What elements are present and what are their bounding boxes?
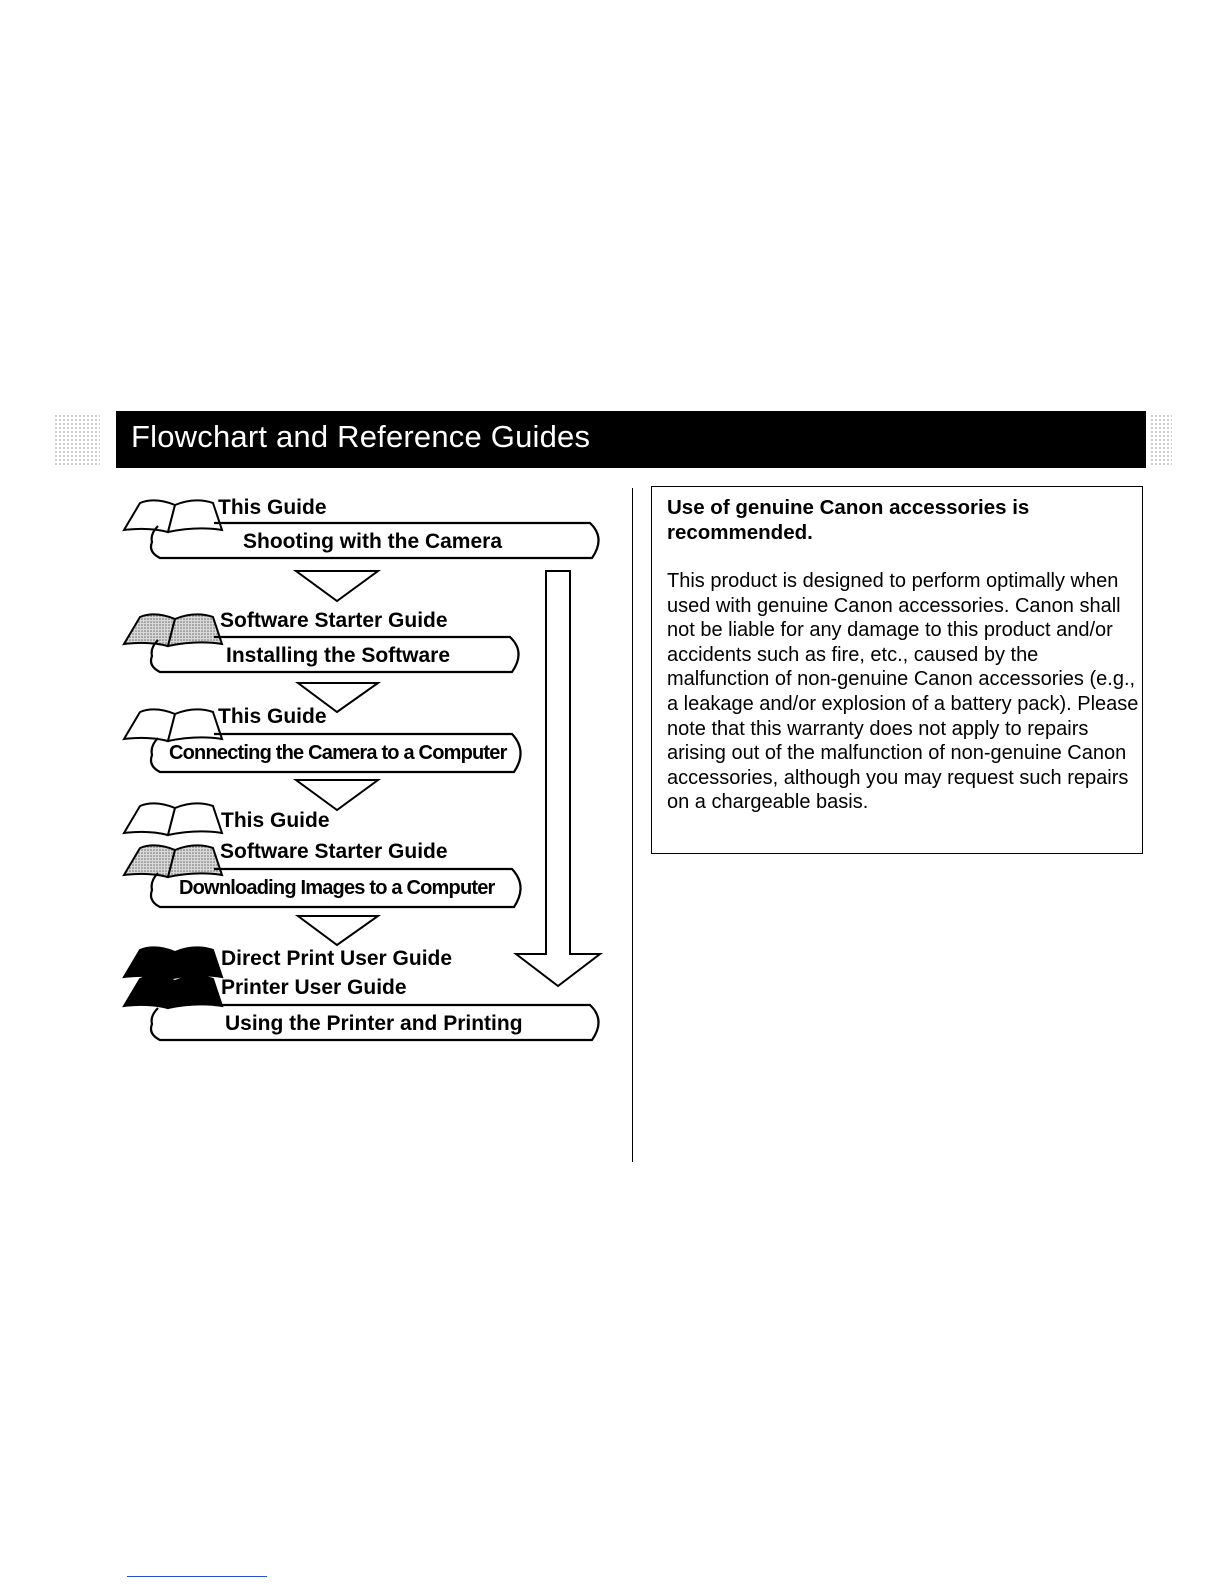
step-label: Shooting with the Camera xyxy=(243,530,503,553)
book-outline-icon xyxy=(124,500,222,532)
page-title: Flowchart and Reference Guides xyxy=(131,419,591,454)
book-gray-icon xyxy=(124,845,222,877)
guide-label: Printer User Guide xyxy=(221,976,407,999)
column-divider xyxy=(632,488,633,1162)
guide-label: This Guide xyxy=(218,705,327,728)
long-down-arrow-icon xyxy=(516,571,600,986)
down-arrow-icon xyxy=(298,916,378,945)
book-outline-icon xyxy=(124,803,222,835)
book-black-icon xyxy=(124,947,222,1008)
footer-underline xyxy=(127,1576,267,1577)
step-label: Using the Printer and Printing xyxy=(225,1012,523,1035)
down-arrow-icon xyxy=(296,571,378,601)
guide-label: Software Starter Guide xyxy=(220,609,448,632)
down-arrow-icon xyxy=(296,780,378,810)
guide-label: Direct Print User Guide xyxy=(221,947,453,970)
scan-artifact xyxy=(1150,414,1172,466)
guide-label: This Guide xyxy=(218,496,327,519)
guide-label: Software Starter Guide xyxy=(220,840,448,863)
notice-box xyxy=(651,486,1143,854)
step-label: Downloading Images to a Computer xyxy=(179,877,495,899)
step-label: Installing the Software xyxy=(226,644,451,667)
guide-label: This Guide xyxy=(221,809,330,832)
book-outline-icon xyxy=(124,709,222,741)
notice-heading: Use of genuine Canon accessories is recommended. xyxy=(667,496,1030,544)
notice-body: This product is designed to perform optimally when used with genuine Canon accessories. Canon shall not be liable for any damage to this product and/or accidents such as fire, etc., caused by the malfunction of non-genuine Canon accessories (e.g., a leakage and/or explosion of a battery pack). Please note that this warranty does not apply to repairs arising out of the malfunction of non-genuine Canon accessories, although you may request such repairs on a chargeable basis. xyxy=(667,570,1139,814)
step-label: Connecting the Camera to a Computer xyxy=(169,742,507,764)
book-gray-icon xyxy=(124,614,222,646)
